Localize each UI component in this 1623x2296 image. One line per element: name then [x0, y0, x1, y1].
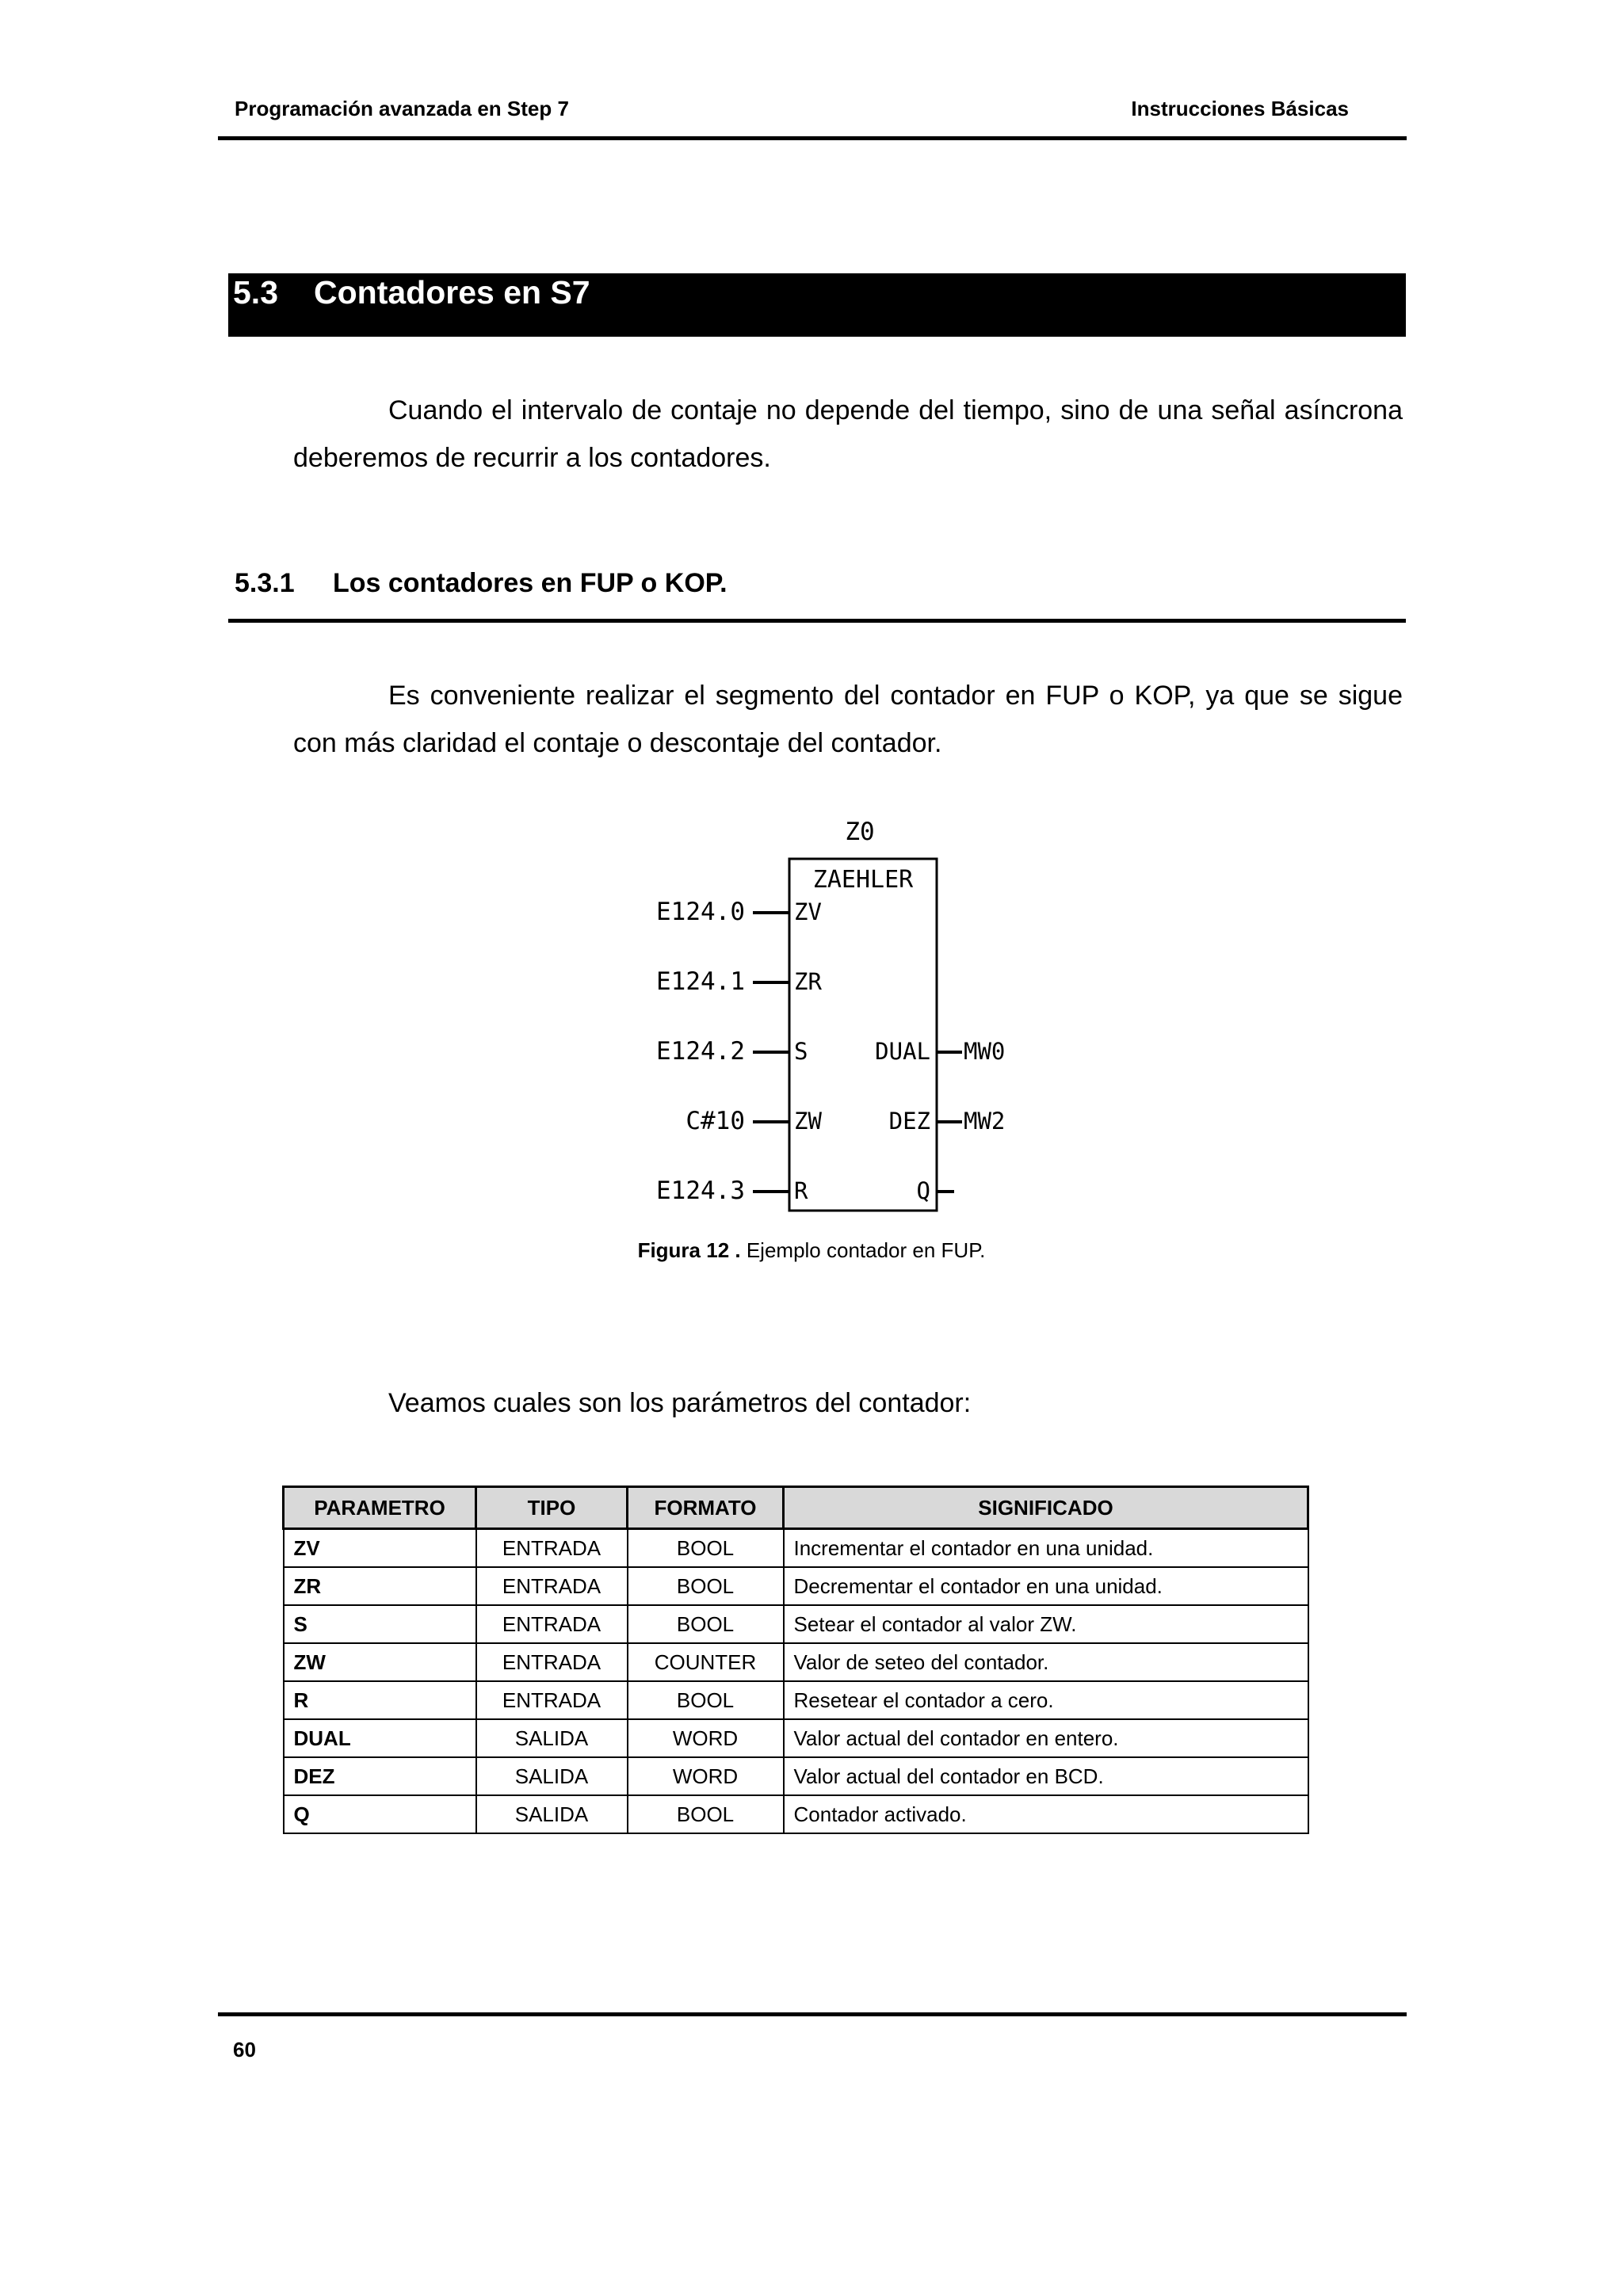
figure-caption	[0, 1238, 1623, 1263]
param-cell: DUAL	[284, 1719, 476, 1757]
table-row	[284, 1567, 1308, 1605]
input-signal: C#10	[685, 1107, 745, 1135]
type-cell: ENTRADA	[476, 1605, 628, 1643]
param-cell: ZR	[284, 1567, 476, 1605]
format-cell: WORD	[628, 1719, 784, 1757]
input-signal: E124.0	[656, 898, 745, 926]
meaning-cell: Contador activado.	[784, 1795, 1308, 1833]
table-row	[284, 1529, 1308, 1568]
output-signal: MW0	[964, 1038, 1006, 1065]
block-name: Z0	[845, 818, 875, 846]
subsection-rule	[228, 619, 1406, 623]
section-title: Contadores en S7	[314, 274, 590, 311]
meaning-cell: Valor actual del contador en BCD.	[784, 1757, 1308, 1795]
input-pin: ZR	[794, 968, 822, 995]
subsection-paragraph: Es conveniente realizar el segmento del contador en FUP o KOP, ya que se sigue con más claridad el contaje o descontaje del contador.	[293, 681, 1403, 758]
format-cell: BOOL	[628, 1529, 784, 1568]
table-row	[284, 1643, 1308, 1681]
subsection-number: 5.3.1	[235, 568, 295, 598]
type-cell: SALIDA	[476, 1719, 628, 1757]
format-cell: BOOL	[628, 1681, 784, 1719]
param-cell: Q	[284, 1795, 476, 1833]
format-cell: BOOL	[628, 1567, 784, 1605]
table-header-row	[284, 1487, 1308, 1529]
figure-caption-text: Ejemplo contador en FUP.	[740, 1238, 986, 1262]
output-pin: DEZ	[888, 1108, 930, 1135]
parameters-table	[282, 1486, 1309, 1834]
input-pin: S	[794, 1038, 808, 1065]
table-header-cell: PARAMETRO	[284, 1487, 476, 1529]
table-row	[284, 1605, 1308, 1643]
format-cell: BOOL	[628, 1605, 784, 1643]
running-header-right: Instrucciones Básicas	[1131, 97, 1349, 120]
footer-rule	[218, 2012, 1407, 2016]
output-pin: Q	[916, 1177, 930, 1204]
input-pin: ZW	[794, 1108, 822, 1135]
meaning-cell: Resetear el contador a cero.	[784, 1681, 1308, 1719]
param-cell: DEZ	[284, 1757, 476, 1795]
meaning-cell: Setear el contador al valor ZW.	[784, 1605, 1308, 1643]
intro-paragraph: Cuando el intervalo de contaje no depende del tiempo, sino de una señal asíncrona deberemos de recurrir a los contadores.	[293, 395, 1403, 473]
table-lead: Veamos cuales son los parámetros del contador:	[388, 1388, 972, 1418]
output-signal: MW2	[964, 1108, 1006, 1135]
param-cell: R	[284, 1681, 476, 1719]
format-cell: COUNTER	[628, 1643, 784, 1681]
type-cell: ENTRADA	[476, 1681, 628, 1719]
type-cell: ENTRADA	[476, 1643, 628, 1681]
running-header-left: Programación avanzada en Step 7	[235, 97, 569, 120]
page-number: 60	[233, 2038, 256, 2061]
table-row	[284, 1795, 1308, 1833]
output-pin: DUAL	[875, 1038, 930, 1065]
input-signal: E124.3	[656, 1177, 745, 1205]
input-signal: E124.1	[656, 967, 745, 996]
section-heading-bar	[228, 273, 1406, 337]
table-header-cell: TIPO	[476, 1487, 628, 1529]
input-pin: ZV	[794, 898, 822, 925]
section-number: 5.3	[233, 274, 278, 311]
block-type: ZAEHLER	[812, 866, 914, 894]
meaning-cell: Decrementar el contador en una unidad.	[784, 1567, 1308, 1605]
param-cell: ZV	[284, 1529, 476, 1568]
param-cell: S	[284, 1605, 476, 1643]
table-row	[284, 1681, 1308, 1719]
format-cell: WORD	[628, 1757, 784, 1795]
meaning-cell: Valor de seteo del contador.	[784, 1643, 1308, 1681]
format-cell: BOOL	[628, 1795, 784, 1833]
input-signal: E124.2	[656, 1037, 745, 1066]
header-rule	[218, 136, 1407, 140]
subsection-title: Los contadores en FUP o KOP.	[333, 568, 727, 598]
table-row	[284, 1719, 1308, 1757]
table-header-cell: SIGNIFICADO	[784, 1487, 1308, 1529]
input-pin: R	[794, 1177, 808, 1204]
counter-fup-diagram	[618, 800, 1030, 1228]
type-cell: SALIDA	[476, 1795, 628, 1833]
table-row	[284, 1757, 1308, 1795]
type-cell: SALIDA	[476, 1757, 628, 1795]
figure-label: Figura 12 .	[637, 1238, 741, 1262]
param-cell: ZW	[284, 1643, 476, 1681]
meaning-cell: Valor actual del contador en entero.	[784, 1719, 1308, 1757]
type-cell: ENTRADA	[476, 1567, 628, 1605]
meaning-cell: Incrementar el contador en una unidad.	[784, 1529, 1308, 1568]
table-header-cell: FORMATO	[628, 1487, 784, 1529]
type-cell: ENTRADA	[476, 1529, 628, 1568]
